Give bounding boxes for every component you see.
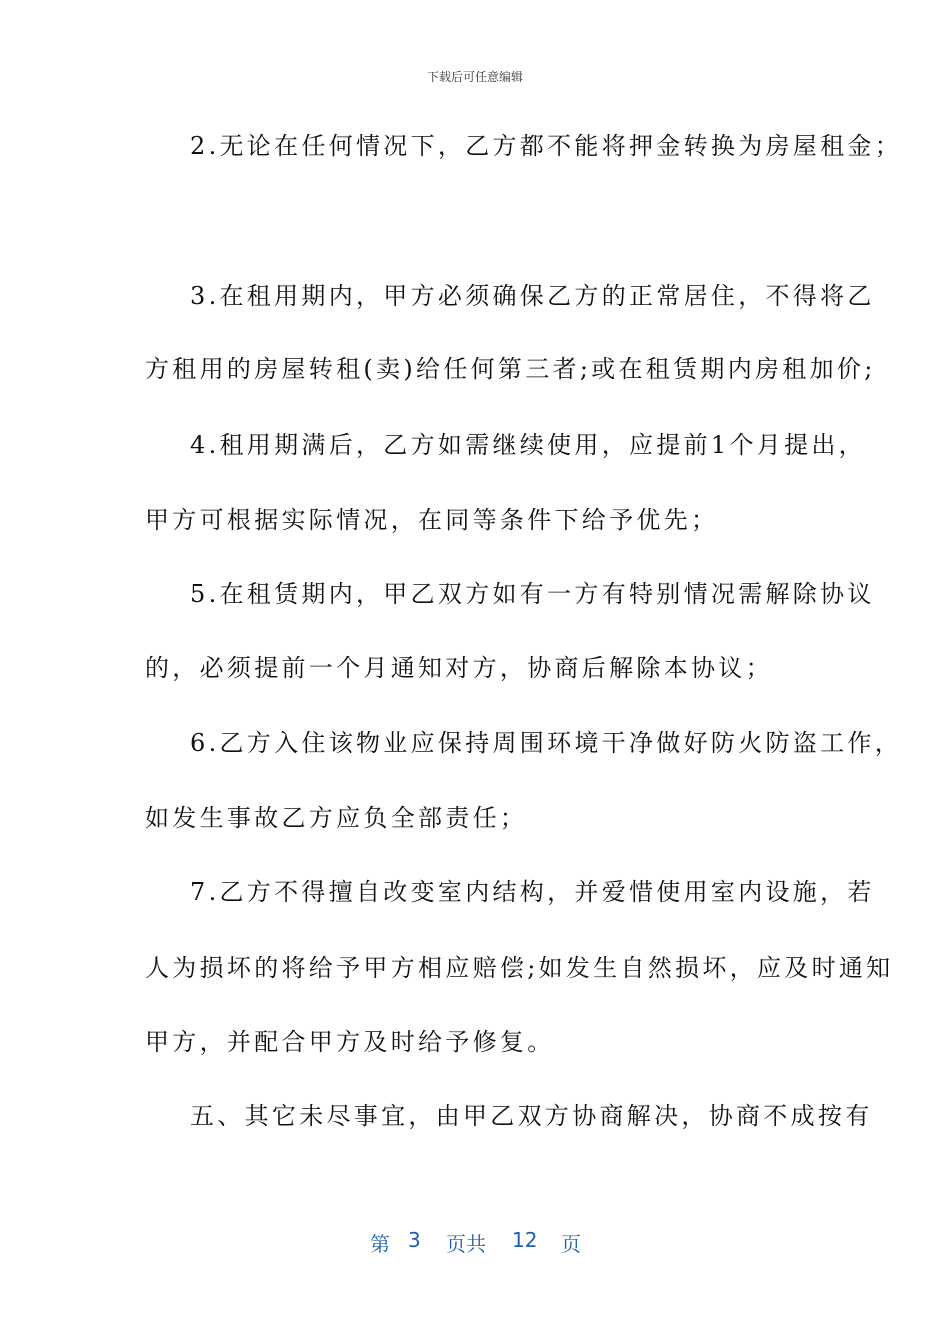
paragraph-7-line-3: 甲方，并配合甲方及时给予修复。 (145, 1028, 555, 1056)
footer-page-number: 3 (408, 1228, 421, 1252)
page-header-note: 下载后可任意编辑 (426, 70, 523, 84)
footer-prefix: 第 (370, 1232, 390, 1256)
paragraph-4-line-2: 甲方可根据实际情况，在同等条件下给予优先； (145, 506, 719, 534)
page-footer (0, 1228, 950, 1256)
footer-middle: 页共 (446, 1232, 486, 1256)
paragraph-7-line-2: 人为损坏的将给予甲方相应赔偿;如发生自然损坏，应及时通知 (145, 954, 894, 982)
footer-suffix: 页 (561, 1232, 581, 1256)
paragraph-3-line-2: 方租用的房屋转租(卖)给任何第三者;或在租赁期内房租加价; (145, 355, 876, 383)
paragraph-5-line-2: 的，必须提前一个月通知对方，协商后解除本协议； (145, 654, 773, 682)
paragraph-3: 3.在租用期内，甲方必须确保乙方的正常居住，不得将乙 (190, 282, 875, 310)
paragraph-6-line-2: 如发生事故乙方应负全部责任； (145, 804, 528, 832)
paragraph-7: 7.乙方不得擅自改变室内结构，并爱惜使用室内设施，若 (190, 878, 875, 906)
paragraph-6: 6.乙方入住该物业应保持周围环境干净做好防火防盗工作， (190, 729, 902, 757)
paragraph-5: 5.在租赁期内，甲乙双方如有一方有特别情况需解除协议 (190, 580, 875, 608)
section-5-paragraph: 五、其它未尽事宜，由甲乙双方协商解决，协商不成按有 (190, 1102, 873, 1130)
paragraph-2: 2.无论在任何情况下，乙方都不能将押金转换为房屋租金； (190, 132, 902, 160)
paragraph-4: 4.租用期满后，乙方如需继续使用，应提前1个月提出， (190, 431, 866, 459)
footer-total-pages: 12 (512, 1228, 538, 1252)
